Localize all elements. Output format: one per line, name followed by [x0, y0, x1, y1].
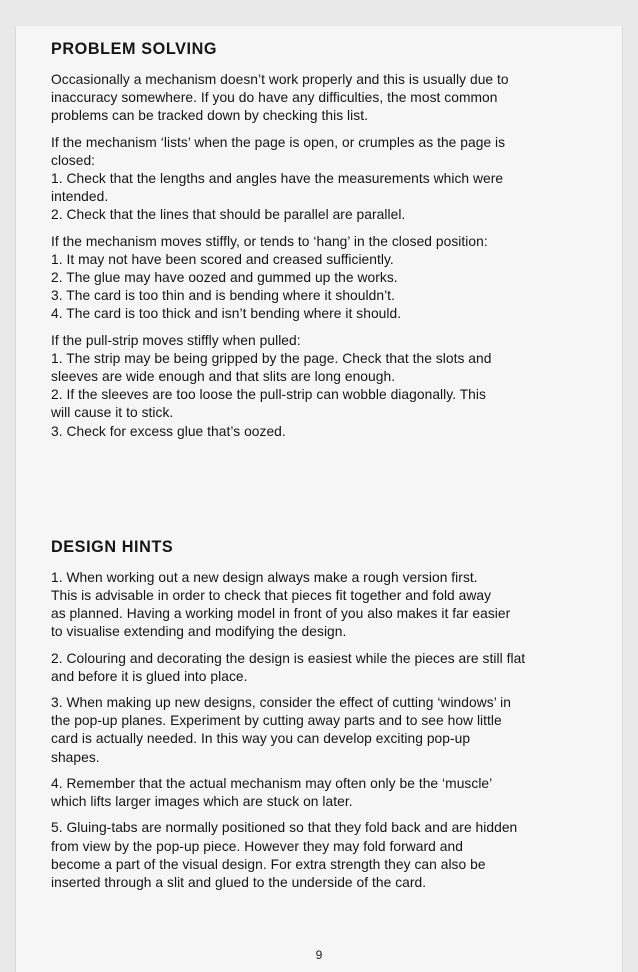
text-line: 2. Colouring and decorating the design is easiest while the pieces are still flat — [51, 650, 526, 666]
design-hints-section — [51, 537, 581, 892]
design-hints-heading: DESIGN HINTS — [51, 537, 174, 556]
text-line: the pop-up planes. Experiment by cutting away parts and to see how little — [51, 713, 502, 729]
text-line: closed: — [51, 152, 96, 168]
text-line: 5. Gluing-tabs are normally positioned so that they fold back and are hidden — [51, 820, 518, 836]
text-line: as planned. Having a working model in front of you also makes it far easier — [51, 606, 511, 622]
design-hint-3 — [51, 694, 581, 767]
text-line: and before it is glued into place. — [51, 668, 248, 684]
page-number: 9 — [315, 948, 323, 962]
problem-solving-paragraph-2 — [51, 134, 581, 225]
text-line: to visualise extending and modifying the design. — [51, 624, 347, 640]
problem-solving-paragraph-3 — [51, 233, 581, 324]
text-line: will cause it to stick. — [51, 405, 174, 421]
text-line: 1. It may not have been scored and creased sufficiently. — [51, 251, 394, 267]
design-hint-4 — [51, 775, 581, 811]
text-line: 2. The glue may have oozed and gummed up the works. — [51, 270, 398, 286]
problem-solving-paragraph-1 — [51, 71, 581, 126]
text-line: 1. Check that the lengths and angles have the measurements which were — [51, 171, 504, 187]
text-line: 3. The card is too thin and is bending where it shouldn’t. — [51, 288, 395, 304]
design-hint-5 — [51, 819, 581, 892]
text-line: inserted through a slit and glued to the underside of the card. — [51, 874, 427, 890]
text-line: shapes. — [51, 749, 100, 765]
page-content — [51, 39, 581, 900]
text-line: from view by the pop-up piece. However they may fold forward and — [51, 838, 463, 854]
text-line: 2. If the sleeves are too loose the pull-strip can wobble diagonally. This — [51, 387, 486, 403]
text-line: 4. Remember that the actual mechanism may often only be the ‘muscle’ — [51, 775, 493, 791]
text-line: This is advisable in order to check that pieces fit together and fold away — [51, 588, 492, 604]
design-hint-2 — [51, 650, 581, 686]
text-line: 2. Check that the lines that should be parallel are parallel. — [51, 207, 406, 223]
text-line: sleeves are wide enough and that slits are long enough. — [51, 369, 396, 385]
text-line: If the mechanism ‘lists’ when the page is open, or crumples as the page is — [51, 134, 506, 150]
text-line: If the pull-strip moves stiffly when pulled: — [51, 332, 301, 348]
text-line: which lifts larger images which are stuck on later. — [51, 794, 353, 810]
text-line: Occasionally a mechanism doesn’t work properly and this is usually due to — [51, 72, 509, 87]
text-line: 4. The card is too thick and isn’t bending where it should. — [51, 306, 402, 322]
text-line: intended. — [51, 189, 109, 205]
text-line: card is actually needed. In this way you can develop exciting pop-up — [51, 731, 471, 747]
design-hint-1 — [51, 569, 581, 642]
text-line: become a part of the visual design. For extra strength they can also be — [51, 856, 486, 872]
text-line: problems can be tracked down by checking this list. — [51, 108, 368, 124]
problem-solving-section — [51, 39, 581, 441]
problem-solving-heading: PROBLEM SOLVING — [51, 40, 218, 58]
text-line: 3. Check for excess glue that’s oozed. — [51, 423, 286, 439]
text-line: 1. When working out a new design always make a rough version first. — [51, 569, 478, 585]
text-line: 3. When making up new designs, consider the effect of cutting ‘windows’ in — [51, 695, 512, 711]
text-line: 1. The strip may be being gripped by the page. Check that the slots and — [51, 350, 492, 366]
text-line: If the mechanism moves stiffly, or tends to ‘hang’ in the closed position: — [51, 233, 488, 249]
text-line: inaccuracy somewhere. If you do have any difficulties, the most common — [51, 90, 498, 106]
problem-solving-paragraph-4 — [51, 332, 581, 441]
